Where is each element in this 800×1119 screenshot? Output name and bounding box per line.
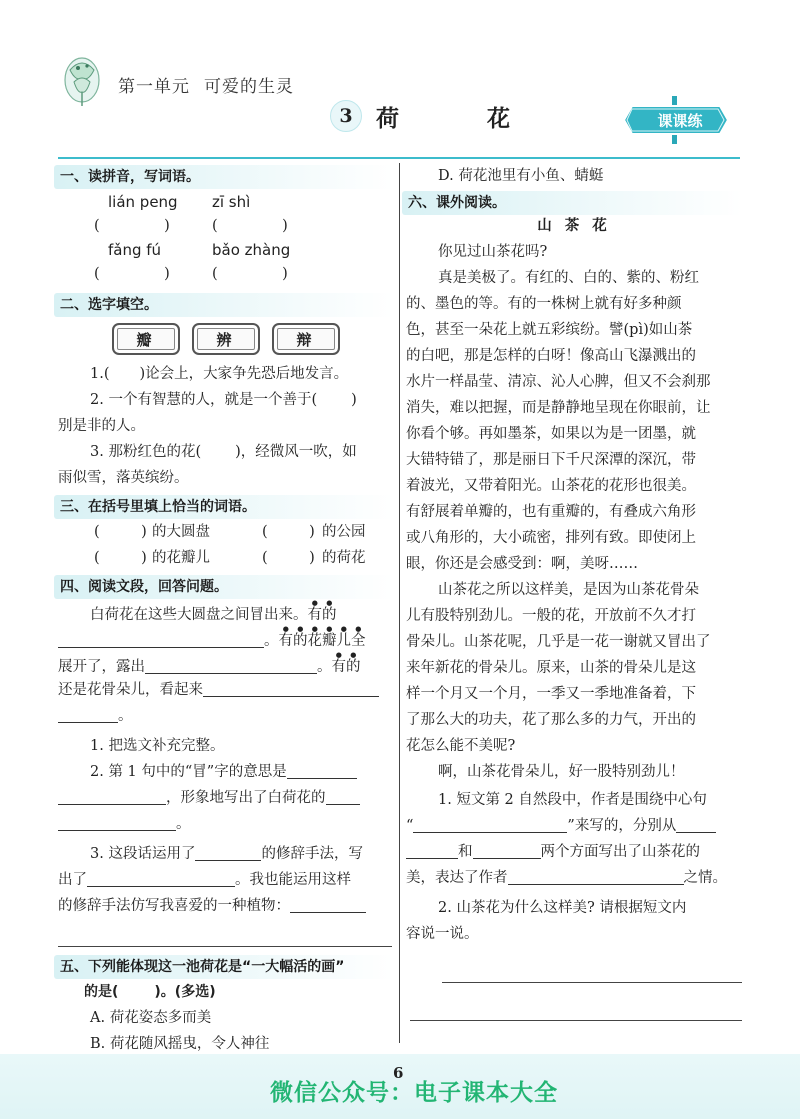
unit-label: [118, 72, 294, 97]
q3-text: 3. 那粉红色的花(: [90, 444, 202, 460]
answer-line[interactable]: [410, 993, 742, 1021]
passage-text: 。: [118, 708, 133, 724]
fill-blank[interactable]: [58, 787, 166, 805]
q2-end: 。: [176, 816, 191, 832]
q2-close: ): [351, 392, 357, 408]
q3-text-4: 。我也能运用这样: [235, 872, 351, 888]
article-line: 的白吧，那是怎样的白呀！像高山飞瀑溅出的: [406, 348, 696, 364]
passage-emphasis: 有的: [307, 607, 337, 623]
s6-question-1-line4: [406, 865, 742, 891]
s2-question-2-cont: 别是非的人。: [58, 418, 145, 434]
s6-question-1-cont: [406, 813, 742, 839]
section-5-title-cont: [58, 979, 394, 1005]
pinyin-row-2: [58, 239, 394, 261]
s3-item-3: 的花瓣儿: [152, 550, 210, 566]
fill-blank[interactable]: [87, 869, 235, 887]
page-number: 6: [393, 1064, 404, 1082]
fill-blank[interactable]: [326, 787, 360, 805]
passage-line-2: [58, 625, 394, 651]
s4-question-2-cont: [58, 785, 394, 811]
q1-text-3: 美，表达了作者: [406, 870, 508, 886]
fill-blank[interactable]: [406, 841, 458, 859]
s6-question-2: 2. 山茶花为什么这样美? 请根据短文内: [438, 900, 687, 916]
article-line: 儿有股特别劲儿。一般的花，开放前不久才打: [406, 608, 696, 624]
choice-ban: 瓣: [112, 323, 180, 355]
article-line: 花怎么能不美呢?: [406, 738, 516, 754]
q1-prefix: 1.(: [90, 366, 110, 382]
s5-title-text: 的是(: [84, 984, 119, 1000]
right-column: [406, 165, 742, 1059]
s6-question-1: 1. 短文第 2 自然段中，作者是围绕中心句: [438, 792, 707, 808]
option-d[interactable]: D. 荷花池里有小鱼、蜻蜓: [438, 168, 604, 184]
answer-bracket[interactable]: ( ): [94, 550, 147, 566]
article-line: 你见过山茶花吗?: [438, 244, 548, 260]
answer-brackets-row-1: [58, 213, 394, 239]
fill-blank[interactable]: [58, 630, 264, 648]
q2-text-2: ，形象地写出了白荷花的: [166, 790, 326, 806]
passage-emphasis: 有的花瓣儿全: [278, 633, 366, 649]
quote-open: “: [406, 818, 414, 834]
option-b[interactable]: B. 荷花随风摇曳，令人神往: [90, 1036, 270, 1052]
s6-question-2-cont: 容说一说。: [406, 926, 479, 942]
s4-question-3: [58, 841, 394, 867]
s4-question-3-end: [58, 893, 394, 919]
section-2-title: 二、选字填空。: [54, 293, 394, 317]
pinyin-fangfu: fǎng fú: [108, 241, 162, 259]
article-line: 你看个够。再如墨茶，如果以为是一团墨，就: [406, 426, 696, 442]
article-line: 色，甚至一朵花上就五彩缤纷。譬(pì)如山茶: [406, 322, 693, 338]
article-line: 有舒展着单瓣的，也有重瓣的，有叠成六角形: [406, 504, 696, 520]
section-5-title: 五、下列能体现这一池荷花是“一大幅活的画”: [54, 955, 394, 979]
article-line: 山茶花之所以这样美，是因为山茶花骨朵: [438, 582, 699, 598]
s2-question-1: [58, 361, 394, 387]
q2-text: 2. 第 1 句中的“冒”字的意思是: [90, 764, 287, 780]
answer-line[interactable]: [442, 955, 742, 983]
character-choices: [58, 323, 394, 357]
article-title: 山 茶 花: [537, 217, 611, 234]
lotus-illustration-icon: [60, 52, 104, 108]
q1-and: 和: [458, 844, 473, 860]
s3-item-2: 的公园: [322, 524, 366, 540]
answer-line[interactable]: [58, 919, 392, 947]
lesson-number: 3: [330, 100, 362, 132]
wechat-watermark: 微信公众号：电子课本大全: [270, 1080, 558, 1106]
fill-blank[interactable]: [473, 841, 541, 859]
section-1-title: 一、读拼音，写词语。: [54, 165, 394, 189]
answer-brackets-row-2: [58, 261, 394, 287]
article-line: 的、墨色的等。有的一株树上就有好多种颜: [406, 296, 682, 312]
page-header: [0, 0, 800, 160]
article-line: 消失，难以把握，而是静静地呈现在你眼前，让: [406, 400, 711, 416]
page-title: 荷 花: [376, 104, 551, 132]
passage-text: 。: [264, 633, 279, 649]
s2-question-2: [58, 387, 394, 413]
passage-text: 。: [317, 659, 332, 675]
lesson-title-row: [330, 101, 550, 131]
q1-text: ”来写的，分别从: [567, 818, 677, 834]
s3-row-2: [58, 545, 394, 571]
article-line: 或八角形的，大小疏密，排列有致。即使闭上: [406, 530, 696, 546]
passage-emphasis: 有的: [331, 659, 361, 675]
q1-text: )论会上，大家争先恐后地发言。: [139, 366, 349, 382]
article-line: 骨朵儿。山茶花呢，几乎是一花一谢就又冒出了: [406, 634, 711, 650]
article-line: 水片一样晶莹、清凉、沁人心脾，但又不会刹那: [406, 374, 711, 390]
answer-bracket[interactable]: ( ): [262, 524, 315, 540]
pinyin-baozhang: bǎo zhàng: [212, 241, 291, 259]
pinyin-zishi: zī shì: [212, 193, 251, 211]
fill-blank[interactable]: [413, 815, 567, 833]
article-line: 来年新花的骨朵儿。原来，山茶的骨朵儿是这: [406, 660, 696, 676]
fill-blank[interactable]: [58, 705, 118, 723]
q3-text: 3. 这段话运用了: [90, 846, 196, 862]
s2-question-3-cont: 雨似雪，落英缤纷。: [58, 470, 189, 486]
s6-question-1-line3: [406, 839, 742, 865]
article-line: 真是美极了。有红的、白的、紫的、粉红: [438, 270, 699, 286]
q3-text-3: 出了: [58, 872, 87, 888]
unit-title: 可爱的生灵: [204, 77, 294, 97]
section-6-title: 六、课外阅读。: [402, 191, 742, 215]
fill-blank[interactable]: [508, 867, 684, 885]
fill-blank[interactable]: [676, 815, 716, 833]
q3-text-2: 的修辞手法，写: [261, 846, 363, 862]
q3-text-2: )，经微风一吹，如: [235, 444, 357, 460]
q1-text-4: 之情。: [683, 870, 727, 886]
s3-row-1: [58, 519, 394, 545]
passage-text: 展开了，露出: [58, 659, 145, 675]
choice-bian-distinguish: 辨: [192, 323, 260, 355]
s3-item-1: 的大圆盘: [152, 524, 210, 540]
fill-blank[interactable]: [287, 761, 357, 779]
s2-question-3: [58, 439, 394, 465]
article-line: 眼，你还是会感受到：啊，美呀……: [406, 556, 638, 572]
header-rule: [58, 157, 740, 159]
passage-line-5: [58, 703, 394, 729]
passage-line-3: [58, 651, 394, 677]
left-column: [58, 165, 394, 1083]
section-3-title: 三、在括号里填上恰当的词语。: [54, 495, 394, 519]
s5-title-text-2: )。(多选): [154, 984, 216, 1000]
choice-bian-debate: 辩: [272, 323, 340, 355]
s4-question-2-end: [58, 811, 394, 837]
option-a[interactable]: A. 荷花姿态多而美: [90, 1010, 212, 1026]
article-line: 大错特错了，那是丽日下千尺深潭的深沉，带: [406, 452, 696, 468]
passage-line-1: [58, 599, 394, 625]
unit-number: 第一单元: [118, 77, 190, 97]
article-line: 样一个月又一个月，一季又一季地准备着，下: [406, 686, 696, 702]
answer-bracket[interactable]: ( ): [212, 266, 288, 282]
q2-text: 2. 一个有智慧的人，就是一个善于(: [90, 392, 318, 408]
passage-line-4: [58, 677, 394, 703]
article-line: 啊，山茶花骨朵儿，好一股特别劲儿！: [438, 764, 685, 780]
answer-bracket[interactable]: ( ): [262, 550, 315, 566]
practice-badge: 课课练: [657, 112, 703, 130]
s4-question-2: [58, 759, 394, 785]
answer-bracket[interactable]: ( ): [94, 524, 147, 540]
section-4-title: 四、阅读文段，回答问题。: [54, 575, 394, 599]
column-divider: [399, 163, 400, 1043]
answer-bracket[interactable]: ( ): [212, 218, 288, 234]
answer-bracket[interactable]: ( ): [94, 218, 170, 234]
fill-blank[interactable]: [290, 895, 366, 913]
fill-blank[interactable]: [58, 813, 176, 831]
fill-blank[interactable]: [195, 843, 261, 861]
s3-item-4: 的荷花: [322, 550, 366, 566]
fill-blank[interactable]: [203, 679, 379, 697]
pinyin-row-1: [58, 191, 394, 213]
passage-text: 白荷花在这些大圆盘之间冒出来。: [90, 607, 308, 623]
article-line: 着波光，又带着阳光。山茶花的花形也很美。: [406, 478, 696, 494]
article-line: 了那么大的功夫，花了那么多的力气，开出的: [406, 712, 696, 728]
passage-text: 还是花骨朵儿，看起来: [58, 682, 203, 698]
s4-question-3-cont: [58, 867, 394, 893]
q3-text-5: 的修辞手法仿写我喜爱的一种植物：: [58, 898, 290, 914]
q1-text-2: 两个方面写出了山茶花的: [540, 844, 700, 860]
answer-bracket[interactable]: ( ): [94, 266, 170, 282]
fill-blank[interactable]: [145, 656, 317, 674]
s4-question-1: 1. 把选文补充完整。: [90, 738, 225, 754]
pinyin-lianpeng: lián peng: [108, 193, 178, 211]
